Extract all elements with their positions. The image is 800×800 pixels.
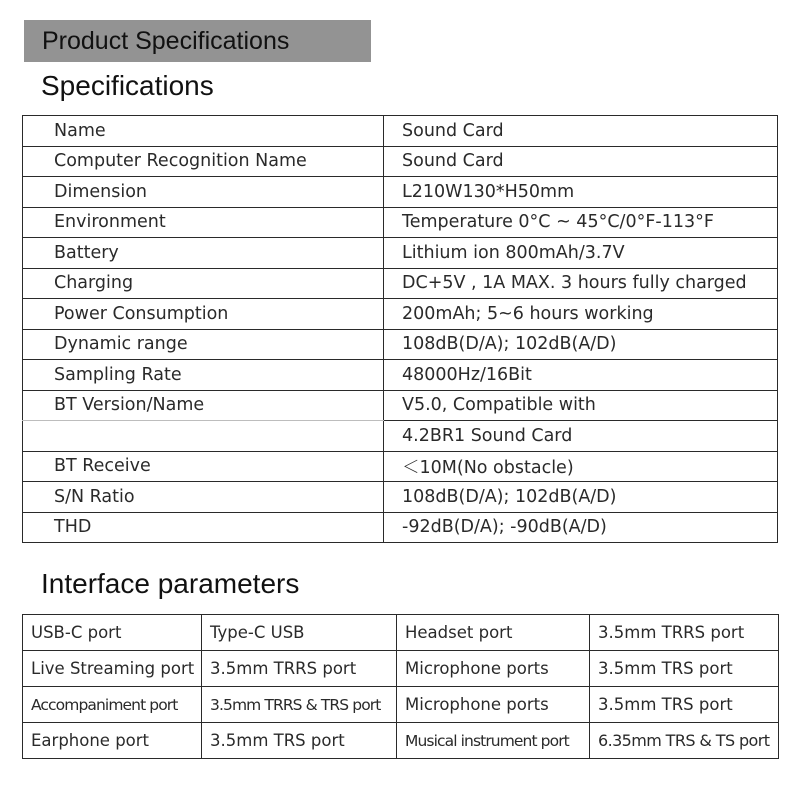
interface-port-type: 3.5mm TRRS & TRS port [202,687,397,723]
spec-label-dynamic-range: Dynamic range [23,329,384,360]
table-row [23,390,778,421]
table-row [23,360,778,391]
spec-label-thd: THD [23,512,384,543]
spec-value-dimension: L210W130*H50mm [384,177,778,208]
table-row [23,207,778,238]
spec-label-charging: Charging [23,268,384,299]
spec-value-recognition-name: Sound Card [384,146,778,177]
table-row [23,651,779,687]
table-row [23,482,778,513]
interface-port-type: 6.35mm TRS & TS port [590,723,779,759]
table-row [23,615,779,651]
interface-port-name: Microphone ports [397,687,590,723]
interface-port-name: Accompaniment port [23,687,202,723]
spec-label-name: Name [23,116,384,147]
interface-port-type: 3.5mm TRS port [590,651,779,687]
spec-label-bt-version: BT Version/Name [23,390,384,421]
interface-parameters-table [22,614,779,759]
table-row [23,451,778,482]
spec-value-sn-ratio: 108dB(D/A); 102dB(A/D) [384,482,778,513]
spec-value-bt-version: V5.0, Compatible with [384,390,778,421]
table-row [23,146,778,177]
spec-label-power-consumption: Power Consumption [23,299,384,330]
table-row [23,329,778,360]
table-row [23,116,778,147]
interface-port-name: Live Streaming port [23,651,202,687]
spec-label-battery: Battery [23,238,384,269]
spec-value-name: Sound Card [384,116,778,147]
interface-parameters-heading: Interface parameters [41,568,300,599]
interface-port-name: USB-C port [23,615,202,651]
table-row [23,687,779,723]
spec-value-dynamic-range: 108dB(D/A); 102dB(A/D) [384,329,778,360]
spec-value-environment: Temperature 0°C ~ 45°C/0°F-113°F [384,207,778,238]
spec-label-sampling-rate: Sampling Rate [23,360,384,391]
interface-port-name: Musical instrument port [397,723,590,759]
spec-value-bt-receive: ＜10M(No obstacle) [384,451,778,482]
table-row [23,421,778,452]
spec-value-bt-version-continued: 4.2BR1 Sound Card [384,421,778,452]
interface-port-type: 3.5mm TRS port [202,723,397,759]
interface-port-name: Headset port [397,615,590,651]
table-row [23,177,778,208]
spec-value-sampling-rate: 48000Hz/16Bit [384,360,778,391]
spec-value-thd: -92dB(D/A); -90dB(A/D) [384,512,778,543]
table-row [23,723,779,759]
interface-port-name: Microphone ports [397,651,590,687]
product-specifications-banner: Product Specifications [24,20,371,62]
interface-port-type: 3.5mm TRRS port [590,615,779,651]
table-row [23,238,778,269]
interface-port-type: 3.5mm TRS port [590,687,779,723]
spec-label-bt-version-continued [23,421,384,452]
spec-label-recognition-name: Computer Recognition Name [23,146,384,177]
interface-port-type: 3.5mm TRRS port [202,651,397,687]
interface-port-type: Type-C USB [202,615,397,651]
interface-port-name: Earphone port [23,723,202,759]
spec-value-charging: DC+5V , 1A MAX. 3 hours fully charged [384,268,778,299]
spec-value-power-consumption: 200mAh; 5~6 hours working [384,299,778,330]
specifications-heading: Specifications [41,70,214,101]
table-row [23,299,778,330]
spec-value-battery: Lithium ion 800mAh/3.7V [384,238,778,269]
specifications-table [22,115,778,543]
table-row [23,512,778,543]
spec-label-bt-receive: BT Receive [23,451,384,482]
spec-label-sn-ratio: S/N Ratio [23,482,384,513]
table-row [23,268,778,299]
spec-label-dimension: Dimension [23,177,384,208]
spec-label-environment: Environment [23,207,384,238]
